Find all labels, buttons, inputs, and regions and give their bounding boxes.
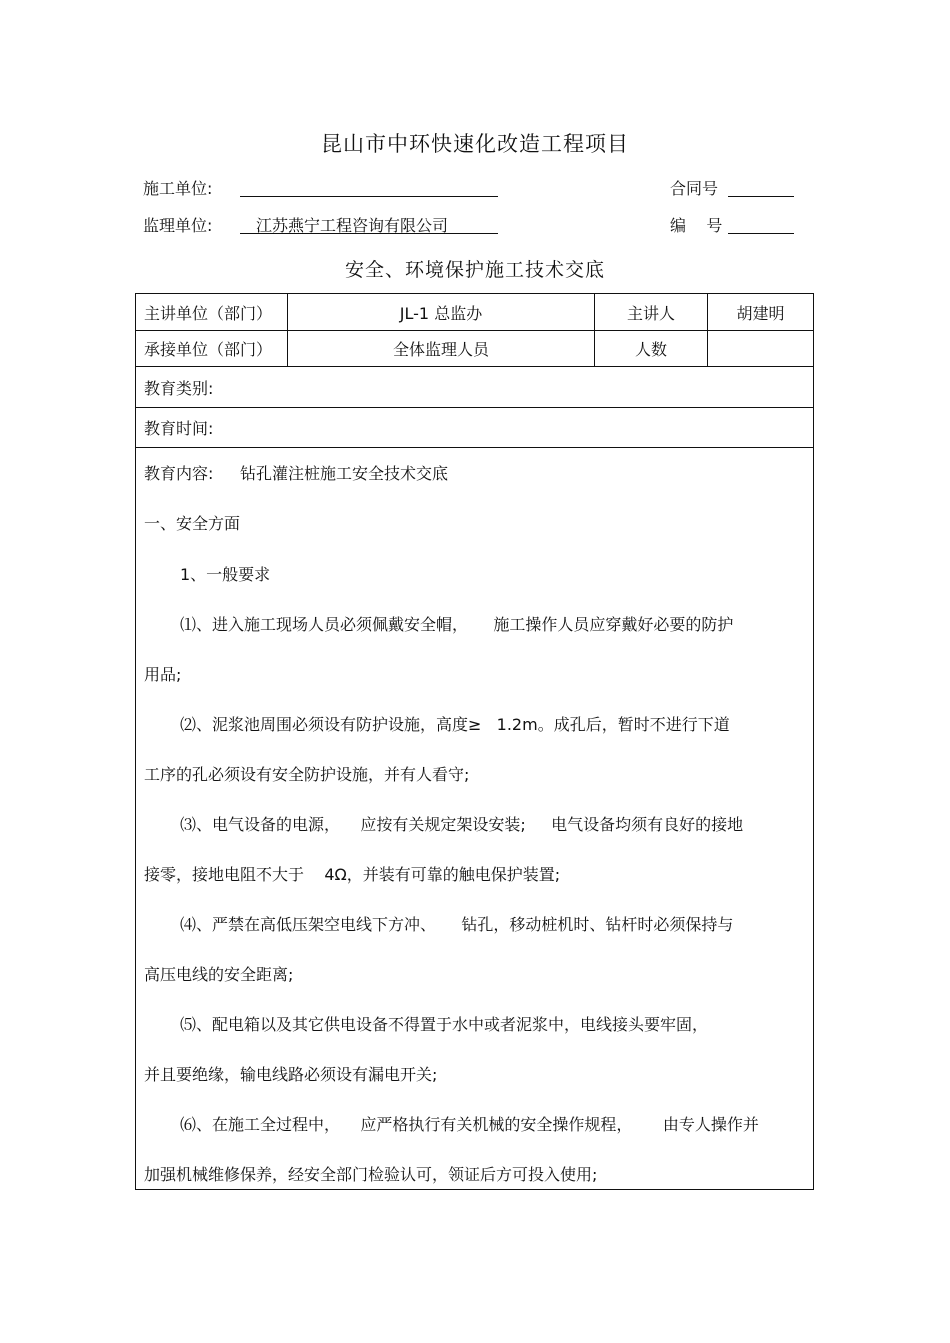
section-heading: 一、安全方面 xyxy=(144,514,241,533)
education-category-label: 教育类别: xyxy=(144,379,214,398)
content-line: ⑹、在施工全过程中， 应严格执行有关机械的安全操作规程， 由专人操作并 xyxy=(180,1115,759,1134)
subsection-heading: 1、一般要求 xyxy=(180,565,271,584)
content-line: ⑸、配电箱以及其它供电设备不得置于水中或者泥浆中，电线接头要牢固， xyxy=(180,1015,709,1034)
supervision-unit-label: 监理单位: xyxy=(143,216,213,235)
headcount-label: 人数 xyxy=(634,340,667,359)
construction-unit-label: 施工单位: xyxy=(143,179,213,198)
content-line: 高压电线的安全距离; xyxy=(144,965,294,984)
serial-no-label: 编 号 xyxy=(670,216,723,235)
education-content-label: 教育内容: xyxy=(144,464,214,483)
lecturer-unit-value: JL-1 总监办 xyxy=(399,304,483,323)
serial-no-field xyxy=(728,233,794,234)
content-line: ⑴、进入施工现场人员必须佩戴安全帽， 施工操作人员应穿戴好必要的防护 xyxy=(180,615,734,634)
speaker-value: 胡建明 xyxy=(736,304,785,323)
content-line: 加强机械维修保养，经安全部门检验认可，领证后方可投入使用; xyxy=(144,1165,598,1184)
contract-no-label: 合同号 xyxy=(670,179,719,198)
content-line: 接零，接地电阻不大于 4Ω，并装有可靠的触电保护装置; xyxy=(144,865,561,884)
briefing-table xyxy=(135,293,814,1190)
content-line: 并且要绝缘，输电线路必须设有漏电开关; xyxy=(144,1065,438,1084)
education-content-value: 钻孔灌注桩施工安全技术交底 xyxy=(240,464,449,483)
content-line: 用品; xyxy=(144,665,182,684)
page-title: 昆山市中环快速化改造工程项目 xyxy=(321,132,629,156)
education-time-label: 教育时间: xyxy=(144,419,214,438)
lecturer-unit-label: 主讲单位（部门） xyxy=(144,304,273,323)
row-divider xyxy=(136,407,813,408)
content-line: ⑶、电气设备的电源， 应按有关规定架设安装; 电气设备均须有良好的接地 xyxy=(180,815,744,834)
receiving-unit-value: 全体监理人员 xyxy=(392,340,489,359)
row-divider xyxy=(136,447,813,448)
receiving-unit-label: 承接单位（部门） xyxy=(144,340,273,359)
content-line: ⑵、泥浆池周围必须设有防护设施，高度≥ 1.2m。成孔后，暂时不进行下道 xyxy=(180,715,730,734)
speaker-label: 主讲人 xyxy=(626,304,675,323)
construction-unit-field xyxy=(240,196,498,197)
content-line: 工序的孔必须设有安全防护设施，并有人看守; xyxy=(144,765,470,784)
supervision-unit-value: 江苏燕宁工程咨询有限公司 xyxy=(256,216,449,235)
contract-no-field xyxy=(728,196,794,197)
supervision-unit-underline xyxy=(240,233,498,234)
document-subtitle: 安全、环境保护施工技术交底 xyxy=(344,259,605,281)
row-divider xyxy=(136,366,813,367)
content-line: ⑷、严禁在高低压架空电线下方冲、 钻孔，移动桩机时、钻杆时必须保持与 xyxy=(180,915,734,934)
row-divider xyxy=(136,330,813,331)
